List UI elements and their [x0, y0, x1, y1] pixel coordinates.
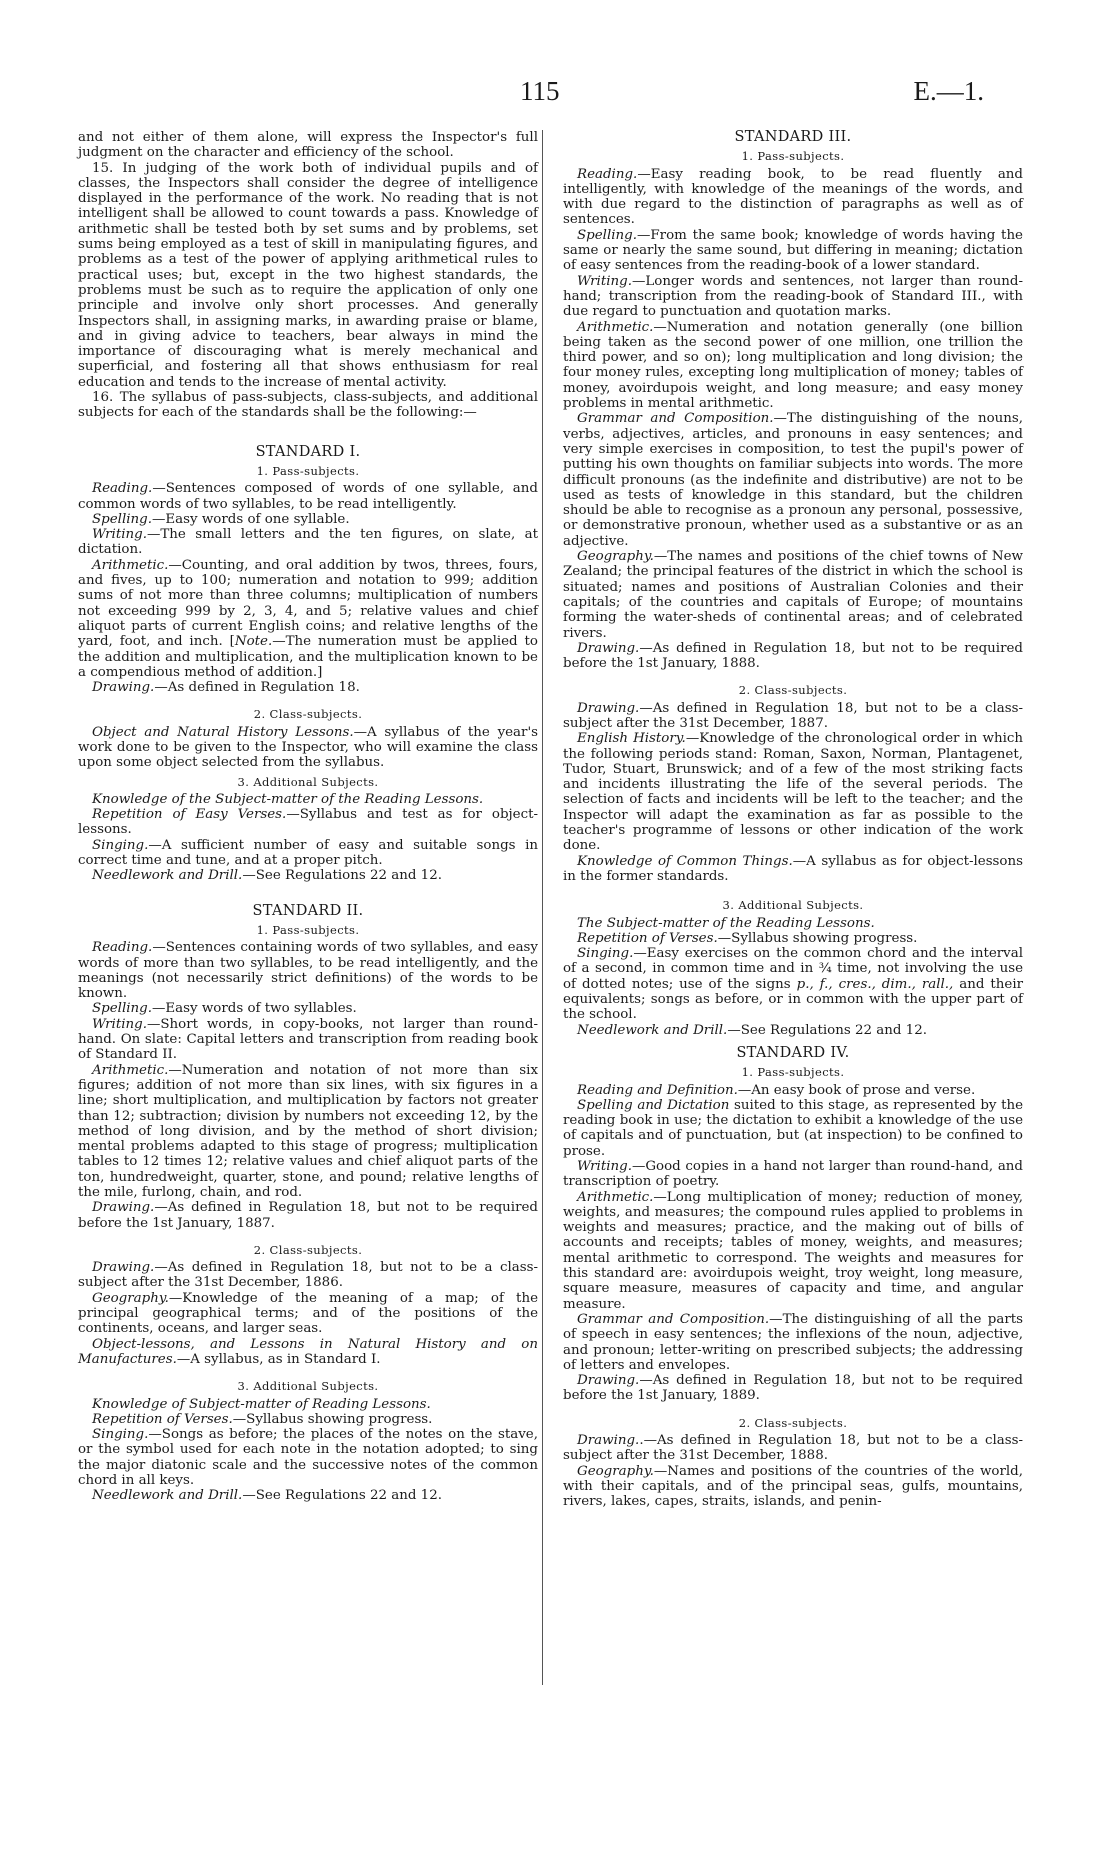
std4-reading: Reading and Definition.—An easy book of prose and verse.	[577, 1082, 976, 1098]
paragraph-15: 15. In judging of the work both of individual pupils and of classes, the Inspectors shall consider the degree of intelligence displayed in the performance of the work. No reading that is not intelligent shall be allowed to count towards a pass. Knowledge of arithmetic shall be tested both by set sums and by problems, set sums being employed as a test of skill in manipulating figures, and problems as a test of the power of applying arithmetical rules to practical uses; but, except in the two highest standards, the problems must be such as to require the application of only one principle and involve only short processes. And generally Inspectors shall, in assigning marks, in awarding praise or blame, and in giving advice to teachers, bear always in mind the importance of discouraging what is merely mechanical and superficial, and fostering all that shows enthusiasm for real education and tends to the increase of mental activity.	[78, 160, 538, 390]
std1-needlework: Needlework and Drill.—See Regulations 22 and 12.	[92, 868, 442, 884]
standard-4-heading: STANDARD IV.	[736, 1044, 850, 1061]
std1-spelling: Spelling.—Easy words of one syllable.	[92, 511, 350, 527]
std3-repetition: Repetition of Verses.—Syllabus showing progress.	[577, 930, 918, 946]
standard-2-heading: STANDARD II.	[252, 902, 364, 919]
paragraph-continuation: and not either of them alone, will express the Inspector's full judgment on the character and efficiency of the school.	[78, 130, 538, 161]
std2-drawing: Drawing.—As defined in Regulation 18, but not to be required before the 1st January, 1887.	[78, 1200, 538, 1231]
series-code: E.—1.	[913, 76, 984, 106]
std1-writing: Writing.—The small letters and the ten figures, on slate, at dictation.	[78, 527, 538, 558]
left-column	[78, 130, 538, 1504]
std2-pass-subjects-heading: 1. Pass-subjects.	[256, 922, 360, 937]
std3-reading: Reading.—Easy reading book, to be read fluently and intelligently, with knowledge of the meanings of the words, and with due regard to the distinction of paragraphs as well as of sentences.	[563, 166, 1023, 228]
std2-singing: Singing.—Songs as before; the places of the notes on the stave, or the symbol used for each note in the notation adopted; to sing the major diatonic scale and the successive notes of the common chord in all keys.	[78, 1427, 538, 1489]
std4-writing: Writing.—Good copies in a hand not larger than round-hand, and transcription of poetry.	[563, 1159, 1023, 1190]
std2-knowledge: Knowledge of Subject-matter of Reading Lessons.	[92, 1396, 431, 1412]
std4-spelling: Spelling and Dictation suited to this stage, as represented by the reading book in use; the dictation to exhibit a knowledge of the use of capitals and of punctuation, but (at inspection) to be confined to prose.	[563, 1097, 1024, 1159]
std3-pass-subjects-heading: 1. Pass-subjects.	[741, 149, 845, 164]
paragraph-16: 16. The syllabus of pass-subjects, class-subjects, and additional subjects for each of the standards shall be the following:—	[78, 390, 538, 421]
std2-reading: Reading.—Sentences containing words of two syllables, and easy words of more than two syllables, to be read intelligently, and the meanings (not necessarily strict definitions) of the words to be known.	[78, 940, 538, 1002]
std3-class-subjects-heading: 2. Class-subjects.	[738, 683, 848, 698]
std3-grammar: Grammar and Composition.—The distinguishing of the nouns, verbs, adjectives, articles, and pronouns in easy sentences; and very simple exercises in composition, to test the pupil's power of putting his own thoughts on familiar subjects into words. The more difficult pronouns (as the indefinite and distributive) are not to be used as tests of knowledge in this standard, but the children should be able to recognise as a pronoun any personal, possessive, or demonstrative pronoun, whether used as a substantive or as an adjective.	[563, 411, 1024, 549]
std2-geography: Geography.—Knowledge of the meaning of a map; of the principal geographical terms; and of the positions of the continents, oceans, and larger seas.	[78, 1290, 538, 1337]
std2-arithmetic: Arithmetic.—Numeration and notation of not more than six figures; addition of not more than six lines, with six figures in a line; short multiplication, and multiplication by factors not greater than 12; subtraction; division by numbers not exceeding 12, by the method of long division, and by the method of short division; mental problems adapted to this stage of progress; multiplication tables to 12 times 12; relative values and chief aliquot parts of the ton, hundredweight, quarter, stone, and pound; relative lengths of the mile, furlong, chain, and rod.	[78, 1062, 538, 1200]
std3-writing: Writing.—Longer words and sentences, not larger than round-hand; transcription from the reading-book of Standard III., with due regard to punctuation and quotation marks.	[563, 273, 1023, 320]
std1-knowledge: Knowledge of the Subject-matter of the Reading Lessons.	[92, 791, 484, 807]
std4-geography: Geography.—Names and positions of the countries of the world, with their capitals, and of the principal seas, gulfs, mountains, rivers, lakes, capes, straits, islands, and penin-	[563, 1463, 1023, 1510]
standard-3-heading: STANDARD III.	[734, 129, 852, 145]
std2-drawing-class: Drawing.—As defined in Regulation 18, but not to be a class-subject after the 31st December, 1886.	[78, 1260, 538, 1291]
std1-repetition: Repetition of Easy Verses.—Syllabus and test as for object-lessons.	[78, 807, 538, 838]
std2-repetition: Repetition of Verses.—Syllabus showing progress.	[92, 1411, 433, 1427]
std4-pass-subjects-heading: 1. Pass-subjects.	[741, 1065, 845, 1080]
standard-1-heading: STANDARD I.	[255, 443, 361, 460]
std3-geography: Geography.—The names and positions of the chief towns of New Zealand; the principal features of the district in which the school is situated; names and positions of Australian Colonies and their capitals; of the countries and capitals of Europe; of mountains forming the water-sheds of continental areas; and of celebrated rivers.	[563, 549, 1023, 641]
page-number: 115	[520, 76, 560, 106]
std4-drawing-class: Drawing..—As defined in Regulation 18, but not to be a class-subject after the 31st December, 1888.	[563, 1433, 1023, 1464]
std3-singing: Singing.—Easy exercises on the common chord and the interval of a second, in common time and in ¾ time, not involving the use of dotted notes; use of the signs p., f., cres., dim., rall., and their equivalents; songs as before, or in common with the upper part of the school.	[563, 946, 1024, 1023]
right-column	[563, 130, 1023, 1510]
std3-drawing: Drawing.—As defined in Regulation 18, but not to be required before the 1st January, 1888.	[563, 640, 1023, 672]
std2-object-lessons: Object-lessons, and Lessons in Natural History and on Manufactures.—A syllabus, as in Standard I.	[78, 1336, 538, 1367]
std1-drawing: Drawing.—As defined in Regulation 18.	[92, 680, 360, 696]
std2-needlework: Needlework and Drill.—See Regulations 22 and 12.	[92, 1488, 442, 1504]
std1-object-lessons: Object and Natural History Lessons.—A syllabus of the year's work done to be given to the Inspector, who will examine the class upon some object selected from the syllabus.	[78, 724, 538, 771]
std4-class-subjects-heading: 2. Class-subjects.	[738, 1415, 848, 1430]
std3-drawing-class: Drawing.—As defined in Regulation 18, but not to be a class-subject after the 31st December, 1887.	[563, 700, 1023, 731]
std1-singing: Singing.—A sufficient number of easy and suitable songs in correct time and tune, and at a proper pitch.	[78, 837, 538, 869]
std3-subject-matter: The Subject-matter of the Reading Lessons.	[577, 915, 875, 931]
std1-class-subjects-heading: 2. Class-subjects.	[253, 707, 363, 722]
std3-history: English History.—Knowledge of the chronological order in which the following periods stand: Roman, Saxon, Norman, Plantagenet, Tudor, Stuart, Brunswick; and of a few of the most striking facts and incidents illustrating the life of the several periods. The selection of facts and incidents will be left to the teacher; and the Inspector will adapt the examination as far as possible to the teacher's programme of lessons or other indication of the work done.	[563, 731, 1023, 854]
std2-additional-subjects-heading: 3. Additional Subjects.	[237, 1379, 379, 1394]
std4-drawing: Drawing.—As defined in Regulation 18, but not to be required before the 1st January, 1889.	[563, 1373, 1023, 1404]
std3-arithmetic: Arithmetic.—Numeration and notation generally (one billion being taken as the second power of one million, one trillion the third power, and so on); long multiplication and long division; the four money rules, excepting long multiplication of money; tables of money, avoirdupois weight, and long measure; and easy money problems in mental arithmetic.	[563, 319, 1023, 412]
std4-grammar: Grammar and Composition.—The distinguishing of all the parts of speech in easy sentences; the inflexions of the noun, adjective, and pronoun; letter-writing on prescribed subjects; the addressing of letters and envelopes.	[563, 1311, 1024, 1373]
std3-common-things: Knowledge of Common Things.—A syllabus as for object-lessons in the former standards.	[563, 853, 1023, 884]
std1-reading: Reading.—Sentences composed of words of one syllable, and common words of two syllables, to be read intelligently.	[78, 481, 538, 512]
std1-additional-subjects-heading: 3. Additional Subjects.	[237, 774, 379, 789]
std2-writing: Writing.—Short words, in copy-books, not larger than round-hand. On slate: Capital letters and transcription from reading book of Standard II.	[78, 1016, 538, 1063]
std1-pass-subjects-heading: 1. Pass-subjects.	[256, 463, 360, 478]
std1-arithmetic: Arithmetic.—Counting, and oral addition by twos, threes, fours, and fives, up to 100; numeration and notation to 999; addition sums of not more than three columns; multiplication of numbers not exceeding 999 by 2, 3, 4, and 5; relative values and chief aliquot parts of current English coins; and relative lengths of the yard, foot, and inch. [Note.—The numeration must be applied to the addition and multiplication, and the multiplication known to be a compendious method of addition.]	[78, 557, 538, 680]
std3-additional-subjects-heading: 3. Additional Subjects.	[722, 898, 864, 913]
std2-spelling: Spelling.—Easy words of two syllables.	[92, 1001, 357, 1017]
std2-class-subjects-heading: 2. Class-subjects.	[253, 1242, 363, 1257]
column-divider	[542, 130, 543, 1685]
std3-needlework: Needlework and Drill.—See Regulations 22 and 12.	[577, 1022, 927, 1038]
std3-spelling: Spelling.—From the same book; knowledge of words having the same or nearly the same sound, but differing in meaning; dictation of easy sentences from the reading-book of a lower standard.	[563, 227, 1023, 274]
std4-arithmetic: Arithmetic.—Long multiplication of money; reduction of money, weights, and measures; the compound rules applied to problems in weights and measures; practice, and the making out of bills of accounts and receipts; tables of money, weights, and measures; mental arithmetic to correspond. The weights and measures for this standard are: avoirdupois weight, troy weight, long measure, square measure, measures of capacity and time, and angular measure.	[563, 1189, 1023, 1312]
